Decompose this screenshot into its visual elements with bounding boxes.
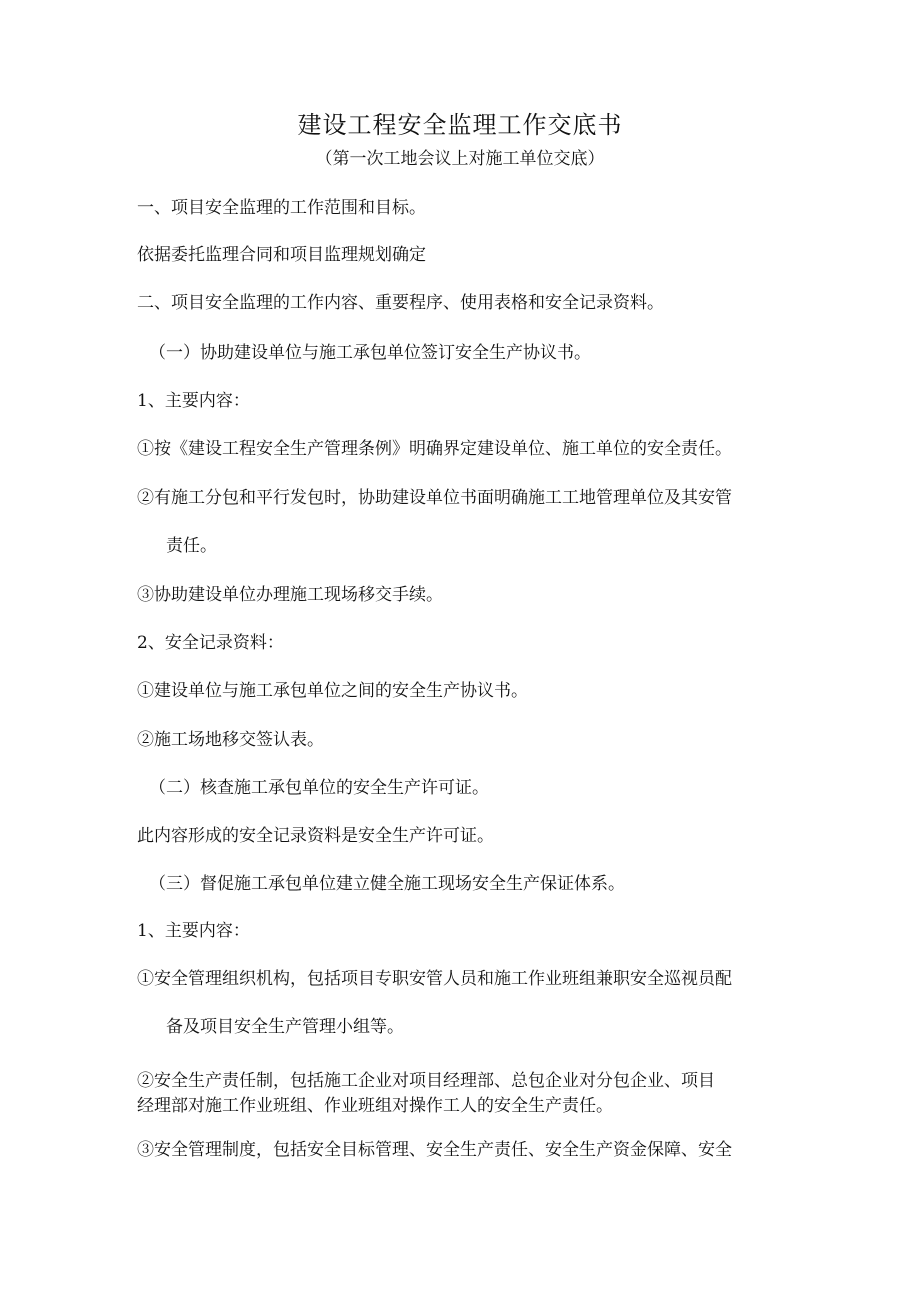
list-item-continuation: 经理部对施工作业班组、作业班组对操作工人的安全生产责任。 — [137, 1096, 613, 1116]
list-item-continuation: 备及项目安全生产管理小组等。 — [166, 1017, 404, 1037]
list-item: ②施工场地移交签认表。 — [137, 730, 324, 750]
subsection-heading: （三）督促施工承包单位建立健全施工现场安全生产保证体系。 — [149, 874, 625, 894]
list-heading: 2、安全记录资料： — [137, 633, 284, 653]
subsection-heading: （二）核查施工承包单位的安全生产许可证。 — [149, 778, 489, 798]
paragraph: 此内容形成的安全记录资料是安全生产许可证。 — [137, 826, 494, 846]
list-item: ②有施工分包和平行发包时，协助建设单位书面明确施工工地管理单位及其安管 — [137, 488, 732, 508]
list-item: ③安全管理制度，包括安全目标管理、安全生产责任、安全生产资金保障、安全 — [137, 1140, 732, 1160]
list-heading: 1、主要内容： — [137, 391, 250, 411]
document-subtitle: （第一次工地会议上对施工单位交底） — [315, 149, 605, 169]
list-item: ③协助建设单位办理施工现场移交手续。 — [137, 585, 443, 605]
list-item: ①安全管理组织机构，包括项目专职安管人员和施工作业班组兼职安全巡视员配 — [137, 969, 732, 989]
list-item-continuation: 责任。 — [166, 536, 217, 556]
section-heading-1: 一、项目安全监理的工作范围和目标。 — [137, 198, 426, 218]
list-heading: 1、主要内容： — [137, 921, 250, 941]
paragraph: 依据委托监理合同和项目监理规划确定 — [137, 245, 426, 265]
list-item: ②安全生产责任制，包括施工企业对项目经理部、总包企业对分包企业、项目 — [137, 1071, 715, 1091]
document-title: 建设工程安全监理工作交底书 — [297, 111, 623, 139]
subsection-heading: （一）协助建设单位与施工承包单位签订安全生产协议书。 — [149, 343, 591, 363]
section-heading-2: 二、项目安全监理的工作内容、重要程序、使用表格和安全记录资料。 — [137, 293, 664, 313]
list-item: ①建设单位与施工承包单位之间的安全生产协议书。 — [137, 681, 528, 701]
list-item: ①按《建设工程安全生产管理条例》明确界定建设单位、施工单位的安全责任。 — [137, 439, 732, 459]
